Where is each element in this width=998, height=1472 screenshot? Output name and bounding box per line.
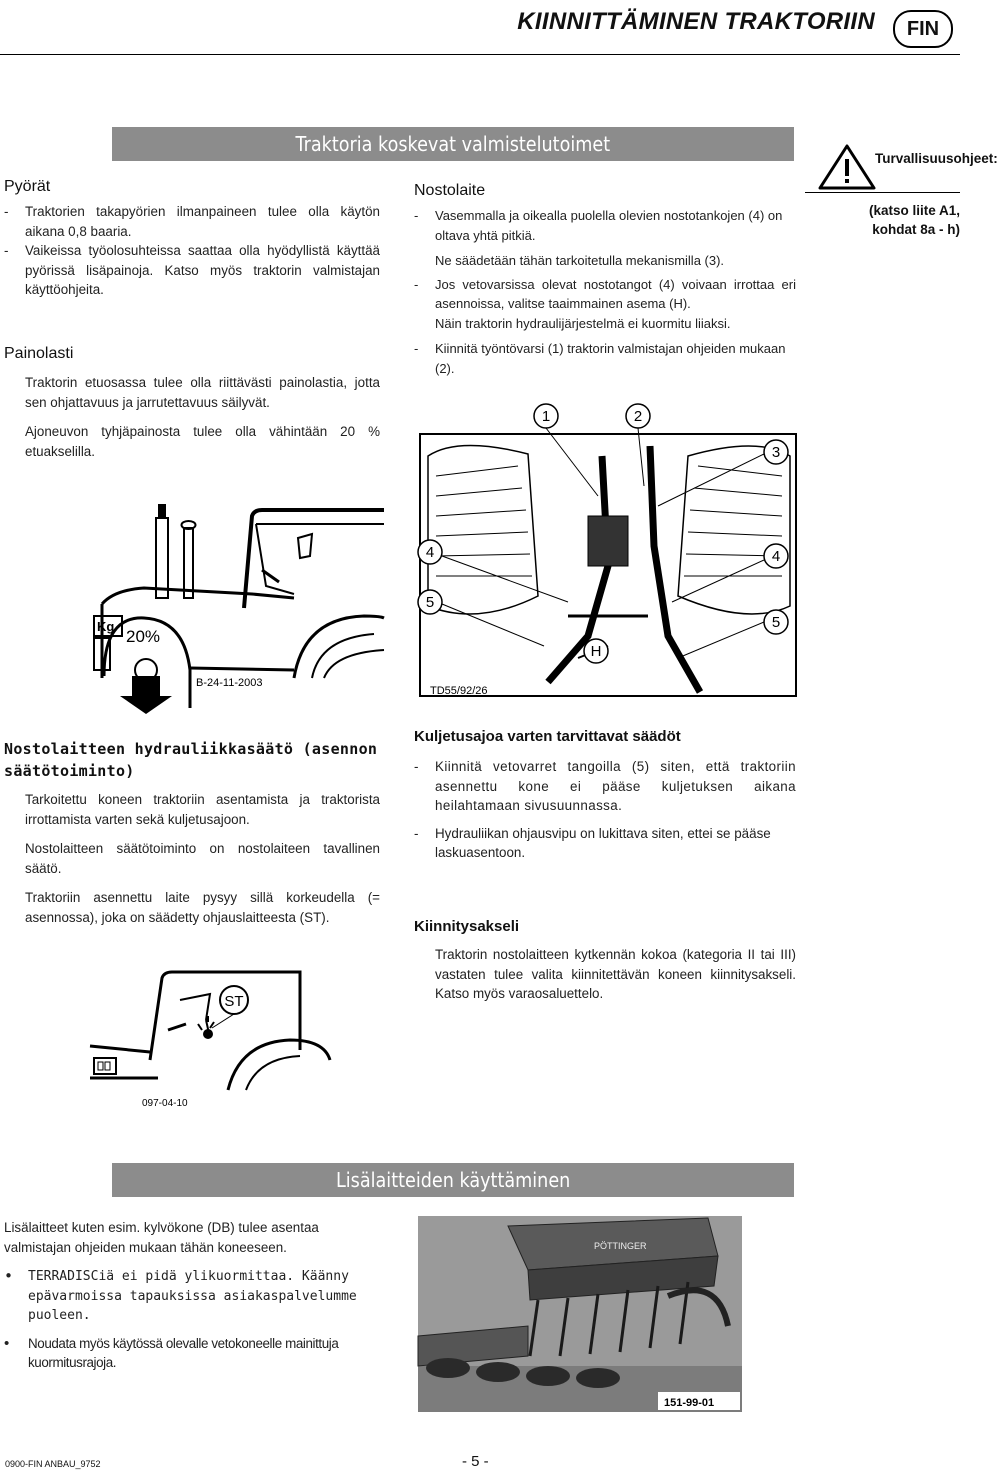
linkage-item-2-text: Jos vetovarsissa olevat nostotangot (4) voivaan irrottaa eri asennoissa, valitse taaimmainen asema (H). xyxy=(435,276,796,311)
hydraulic-heading: Nostolaitteen hydrauliikkasäätö (asennon säätötoiminto) xyxy=(4,740,378,780)
tractor-ballast-figure xyxy=(84,498,384,718)
hydraulic-paragraph-2: Nostolaitteen säätötoiminto on nostolaiteen tavallinen säätö. xyxy=(25,841,380,876)
ballast-section xyxy=(4,345,380,461)
section2-banner-text: Lisälaitteiden käyttäminen xyxy=(335,1168,571,1192)
ballast-paragraph-1: Traktorin etuosassa tulee olla riittävästi painolastia, jotta sen ohjattavuus ja jarrutettavuus säilyvät. xyxy=(25,375,380,410)
attachments-bullet-2-text: Noudata myös käytössä olevalle vetokoneelle mainittuja kuormitusrajoja. xyxy=(28,1335,339,1370)
linkage-item-1-text: Vasemmalla ja oikealla puolella olevien nostotankojen (4) on oltava yhtä pitkiä. xyxy=(435,208,783,243)
callout-h: H xyxy=(590,643,602,660)
linkage-item-3-text: Kiinnitä työntövarsi (1) traktorin valmistajan ohjeiden mukaan (2). xyxy=(435,341,786,376)
section-banner-preparations xyxy=(112,127,794,161)
hydraulic-section xyxy=(4,738,380,927)
kg-label: Kg xyxy=(97,619,115,634)
wheels-item-1: - Traktorien takapyörien ilmanpaineen tulee olla käytön aikana 0,8 baaria. xyxy=(4,202,380,241)
attachments-bullet-2: • Noudata myös käytössä olevalle vetokoneelle mainittuja kuormitusrajoja. xyxy=(4,1334,382,1373)
footer-document-code: 0900-FIN ANBAU_9752 xyxy=(5,1459,101,1469)
linkage-item-3: - Kiinnitä työntövarsi (1) traktorin valmistajan ohjeiden mukaan (2). xyxy=(414,339,796,378)
tractor1-code-label: B-24-11-2003 xyxy=(196,677,263,689)
hydraulic-paragraph-1: Tarkoitettu koneen traktoriin asentamista ja traktorista irrottamista varten sekä kuljetusajoon. xyxy=(25,792,380,827)
attachments-bullet-1: • TERRADISCiä ei pidä ylikuormittaa. Käänny epävarmoissa tapauksissa asiakaspalvelumme puoleen. xyxy=(4,1267,382,1326)
transport-item-1: - Kiinnitä vetovarret tangoilla (5) siten, että traktoriin asennettu kone ei pääse kuljetuksen aikana heilahtamaan sivusuunnassa. xyxy=(414,757,796,816)
callout-5-right: 5 xyxy=(771,614,781,631)
tractor-control-figure xyxy=(90,960,330,1110)
section-banner-text: Traktoria koskevat valmistelutoimet xyxy=(295,132,611,156)
pin-heading: Kiinnitysakseli xyxy=(414,918,520,935)
callout-5-left: 5 xyxy=(425,594,435,611)
transport-item-1-text: Kiinnitä vetovarret tangoilla (5) siten, että traktoriin asennettu kone ei pääse kuljetuksen aikana heilahtamaan sivusuunnassa. xyxy=(435,759,796,813)
warning-triangle-icon xyxy=(818,144,876,190)
safety-title: Turvallisuusohjeet: xyxy=(875,151,998,166)
machine-brand-label: PÖTTINGER xyxy=(594,1241,647,1251)
language-badge: FIN xyxy=(893,10,953,48)
transport-section xyxy=(414,728,796,863)
transport-item-2-text: Hydrauliikan ohjausvipu on lukittava siten, ettei se pääse laskuasentoon. xyxy=(435,825,771,860)
linkage-item-2: - Jos vetovarsissa olevat nostotangot (4) voivaan irrottaa eri asennoissa, valitse taaimmainen asema (H). xyxy=(414,275,796,314)
linkage-heading: Nostolaite xyxy=(414,182,486,199)
attachments-section xyxy=(4,1218,382,1373)
linkage-item-2b: Näin traktorin hydraulijärjestelmä ei kuormitu liiaksi. xyxy=(435,315,731,331)
attachments-intro: Lisälaitteet kuten esim. kylvökone (DB) tulee asentaa valmistajan ohjeiden mukaan tähän koneeseen. xyxy=(4,1220,319,1255)
wheels-item-2: - Vaikeissa työolosuhteissa saattaa olla hyödyllistä käyttää pyörissä lisäpainoja. Katso myös traktorin valmistajan käyttöohjeita. xyxy=(4,241,380,300)
callout-1: 1 xyxy=(541,408,551,425)
linkage-section xyxy=(414,182,796,378)
page-header-title: KIINNITTÄMINEN TRAKTORIIN xyxy=(517,8,875,35)
header-divider xyxy=(0,54,960,55)
callout-3: 3 xyxy=(771,444,781,461)
safety-divider xyxy=(805,192,960,193)
pin-paragraph: Traktorin nostolaitteen kytkennän kokoa (kategoria II tai III) vastaten tulee valita kiinnitettävän koneen kiinnitysakseli. Katso myös varaosaluettelo. xyxy=(435,947,796,1001)
linkage-item-1: - Vasemmalla ja oikealla puolella olevien nostotankojen (4) on oltava yhtä pitkiä. xyxy=(414,206,796,245)
footer-page-number: - 5 - xyxy=(462,1453,489,1470)
seed-drill-figure xyxy=(418,1216,742,1412)
tractor2-code-label: 097-04-10 xyxy=(142,1098,188,1109)
hydraulic-paragraph-3: Traktoriin asennettu laite pysyy sillä korkeudella (= asennossa), joka on säädetty ohjauslaitteesta (ST). xyxy=(25,890,380,925)
linkage-item-1b: Ne säädetään tähän tarkoitetulla mekanismilla (3). xyxy=(435,253,725,268)
machine-code-label: 151-99-01 xyxy=(664,1397,715,1409)
ballast-paragraph-2: Ajoneuvon tyhjäpainosta tulee olla vähintään 20 % etuakselilla. xyxy=(25,424,380,459)
wheels-section xyxy=(4,178,380,300)
transport-heading: Kuljetusajoa varten tarvittavat säädöt xyxy=(414,728,681,745)
pin-section xyxy=(414,918,796,1004)
section-banner-attachments xyxy=(112,1163,794,1197)
safety-reference: (katso liite A1, kohdat 8a - h) xyxy=(868,203,960,237)
linkage-code-label: TD55/92/26 xyxy=(430,685,488,697)
wheels-item-1-text: Traktorien takapyörien ilmanpaineen tulee olla käytön aikana 0,8 baaria. xyxy=(25,204,380,239)
transport-item-2: - Hydrauliikan ohjausvipu on lukittava siten, ettei se pääse laskuasentoon. xyxy=(414,824,796,863)
percent-label: 20% xyxy=(126,627,161,646)
callout-4-right: 4 xyxy=(771,548,781,565)
ballast-heading: Painolasti xyxy=(4,345,74,362)
attachments-bullet-1-text: TERRADISCiä ei pidä ylikuormittaa. Käänny epävarmoissa tapauksissa asiakaspalvelumme puoleen. xyxy=(28,1269,357,1323)
callout-2: 2 xyxy=(633,408,643,425)
three-point-linkage-figure xyxy=(418,396,798,700)
wheels-heading: Pyörät xyxy=(4,178,51,195)
st-callout: ST xyxy=(224,993,244,1010)
callout-4-left: 4 xyxy=(425,544,435,561)
wheels-item-2-text: Vaikeissa työolosuhteissa saattaa olla hyödyllistä käyttää pyörissä lisäpainoja. Katso myös traktorin valmistajan käyttöohjeita. xyxy=(25,243,380,297)
